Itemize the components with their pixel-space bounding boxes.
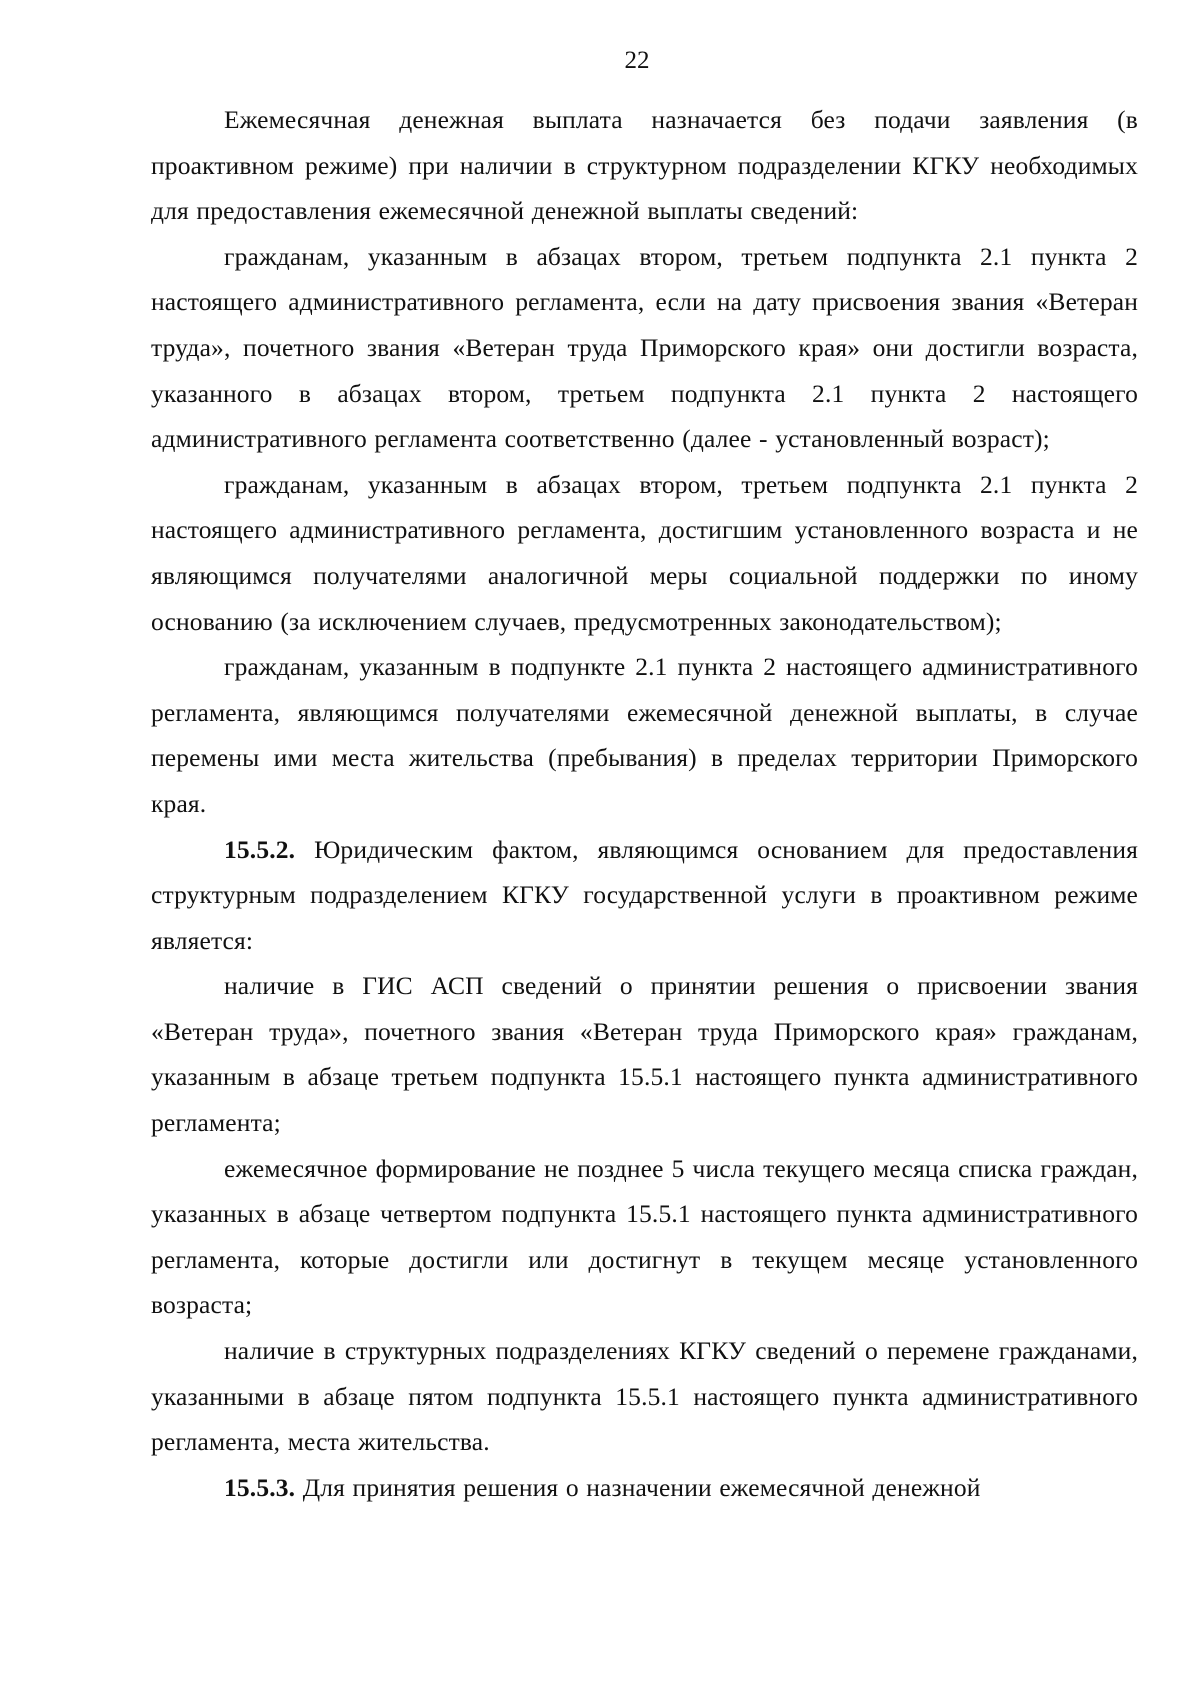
paragraph-text: Юридическим фактом, являющимся основанием для предоставления структурным подразделением КГКУ государственной услуги в проактивном режиме является: [151,834,1138,955]
paragraph-text: Ежемесячная денежная выплата назначается без подачи заявления (в проактивном режиме) при наличии в структурном подразделении КГКУ необходимых для предоставления ежемесячной денежной выплаты сведений: [151,105,1138,226]
paragraph-text: ежемесячное формирование не позднее 5 числа текущего месяца списка граждан, указанных в абзаце четвертом подпункта 15.5.1 настоящего пункта административного регламента, которые достигли или достигнут в текущем месяце установленного возраста; [151,1153,1138,1320]
document-body [151,97,1138,1510]
paragraph-4 [151,644,1138,826]
section-number: 15.5.2. [224,834,296,864]
paragraph-text: гражданам, указанным в абзацах втором, третьем подпункта 2.1 пункта 2 настоящего административного регламента, достигшим установленного возраста и не являющимся получателями аналогичной меры социальной поддержки по иному основанию (за исключением случаев, предусмотренных законодательством); [151,469,1138,636]
page-number: 22 [624,47,650,74]
paragraph-text: гражданам, указанным в абзацах втором, третьем подпункта 2.1 пункта 2 настоящего административного регламента, если на дату присвоения звания «Ветеран труда», почетного звания «Ветеран труда Приморского края» они достигли возраста, указанного в абзацах втором, третьем подпункта 2.1 пункта 2 настоящего административного регламента соответственно (далее - установленный возраст); [151,241,1138,454]
paragraph-text: наличие в ГИС АСП сведений о принятии решения о присвоении звания «Ветеран труда», почетного звания «Ветеран труда Приморского края» гражданам, указанным в абзаце третьем подпункта 15.5.1 настоящего пункта административного регламента; [151,971,1138,1138]
paragraph-3 [151,462,1138,644]
section-15-5-3 [151,1465,1138,1511]
paragraph-2 [151,234,1138,462]
paragraph-6 [151,963,1138,1145]
paragraph-1 [151,97,1138,234]
paragraph-8 [151,1328,1138,1465]
section-15-5-2 [151,827,1138,964]
paragraph-text: Для принятия решения о назначении ежемесячной денежной [295,1472,981,1502]
paragraph-text: наличие в структурных подразделениях КГКУ сведений о перемене гражданами, указанными в абзаце пятом подпункта 15.5.1 настоящего пункта административного регламента, места жительства. [151,1336,1138,1457]
paragraph-text: гражданам, указанным в подпункте 2.1 пункта 2 настоящего административного регламента, являющимся получателями ежемесячной денежной выплаты, в случае перемены ими места жительства (пребывания) в пределах территории Приморского края. [151,652,1138,818]
section-number: 15.5.3. [224,1472,296,1502]
paragraph-7 [151,1146,1138,1328]
